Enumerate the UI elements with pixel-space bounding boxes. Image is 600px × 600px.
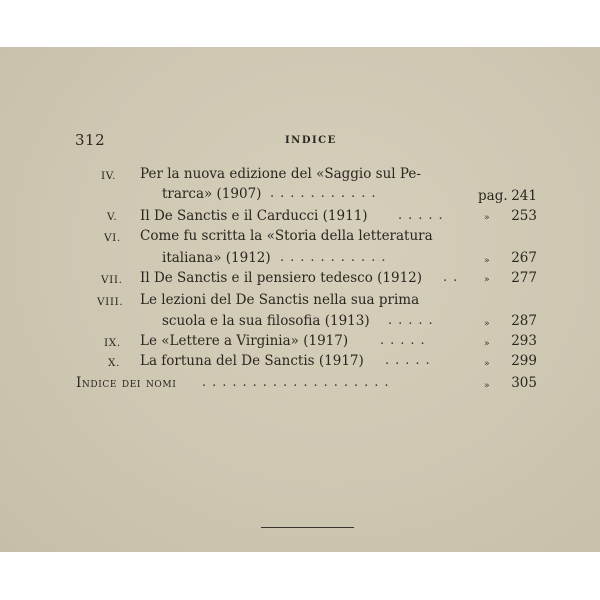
page-ref: 287 (511, 313, 537, 329)
ditto-mark: » (484, 339, 490, 349)
leader-dots: ..... (398, 208, 449, 223)
entry-title-line: Il De Sanctis e il Carducci (1911) (140, 208, 368, 224)
entry-title-line: scuola e la sua filosofia (1913) (162, 313, 370, 329)
entry-title-line: Le lezioni del De Sanctis nella sua prima (140, 292, 420, 308)
page-ref: 277 (511, 270, 537, 286)
leader-dots: ..... (385, 353, 436, 368)
leader-dots: ..... (388, 313, 439, 328)
ditto-mark: » (484, 275, 490, 285)
page-ref: 241 (511, 188, 537, 204)
entry-title-line: Come fu scritta la «Storia della letteratura (140, 228, 433, 244)
page-prefix: pag. (478, 188, 508, 204)
entry-numeral: X. (108, 357, 121, 369)
entry-numeral: VIII. (97, 296, 124, 308)
ditto-mark: » (484, 381, 490, 391)
book-page (0, 47, 600, 552)
ditto-mark: » (484, 359, 490, 369)
entry-numeral: IX. (104, 337, 121, 349)
page-ref: 305 (511, 375, 537, 391)
entry-title-line: Per la nuova edizione del «Saggio sul Pe- (140, 166, 421, 182)
leader-dots: ........... (270, 186, 382, 201)
leader-dots: ................... (202, 375, 395, 390)
page-ref: 267 (511, 250, 537, 266)
leader-dots: .. (443, 270, 464, 285)
entry-numeral: VII. (101, 274, 123, 286)
leader-dots: ..... (380, 333, 431, 348)
entry-title-line: La fortuna del De Sanctis (1917) (140, 353, 364, 369)
entry-title-line: Le «Lettere a Virginia» (1917) (140, 333, 349, 349)
closing-rule (261, 527, 354, 528)
table-of-contents (0, 47, 600, 552)
entry-numeral: IV. (101, 170, 117, 182)
entry-title-line: Il De Sanctis e il pensiero tedesco (1912) (140, 270, 423, 286)
entry-title-line: italiana» (1912) (162, 250, 271, 266)
ditto-mark: » (484, 256, 490, 266)
leader-dots: ........... (280, 250, 392, 265)
page-title: INDICE (285, 135, 337, 146)
ditto-mark: » (484, 213, 490, 223)
entry-numeral: VI. (104, 232, 121, 244)
page-ref: 299 (511, 353, 537, 369)
page-number: 312 (75, 131, 106, 149)
entry-numeral: V. (107, 211, 118, 223)
page-ref: 293 (511, 333, 537, 349)
entry-title-line: trarca» (1907) (162, 186, 262, 202)
page-ref: 253 (511, 208, 537, 224)
ditto-mark: » (484, 319, 490, 329)
index-of-names-label: Indice dei nomi (76, 375, 177, 391)
